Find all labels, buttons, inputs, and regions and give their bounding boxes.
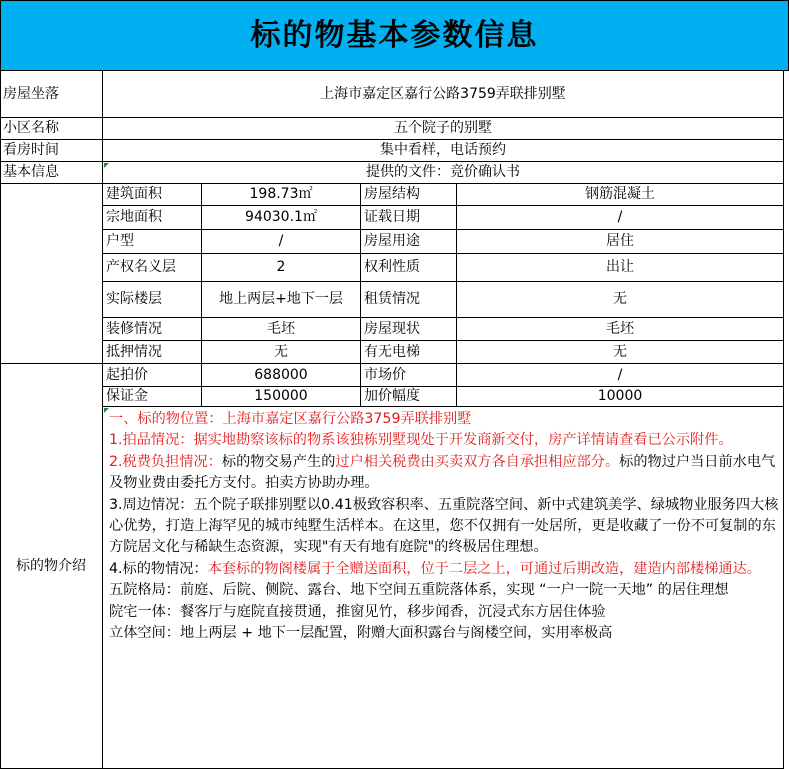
- param-value-2: /: [202, 230, 361, 254]
- cell-marker: [104, 163, 109, 168]
- param-label-4: 实际楼层: [103, 282, 202, 318]
- intro-tax: 2.税费负担情况：标的物交易产生的过户相关税费由买卖双方各自承担相应部分。标的物过户当日前水电气及物业费由委托方支付。拍卖方协助办理。: [109, 453, 776, 492]
- param-value-6: 无: [457, 341, 784, 364]
- param-label-0: 建筑面积: [103, 184, 202, 206]
- param-label-0: 房屋结构: [361, 184, 457, 206]
- param-value-1: 94030.1㎡: [202, 206, 361, 230]
- param-value-2: 居住: [457, 230, 784, 254]
- param-label-6: 有无电梯: [361, 341, 457, 364]
- param-value-5: 毛坯: [457, 318, 784, 341]
- param-value-4: 地上两层+地下一层: [202, 282, 361, 318]
- param-label-7: 起拍价: [103, 364, 202, 387]
- param-label-2: 房屋用途: [361, 230, 457, 254]
- param-value-5: 毛坯: [202, 318, 361, 341]
- community-value: 五个院子的别墅: [103, 118, 784, 140]
- param-label-7: 市场价: [361, 364, 457, 387]
- param-label-2: 户型: [103, 230, 202, 254]
- param-value-3: 出让: [457, 254, 784, 282]
- intro-location: 一、标的物位置：上海市嘉定区嘉行公路3759弄联排别墅: [109, 411, 472, 427]
- basic-info-value: 提供的文件：竞价确认书: [103, 162, 784, 184]
- viewing-value: 集中看样，电话预约: [103, 140, 784, 162]
- intro-label: 标的物介绍: [0, 364, 103, 769]
- param-value-0: 198.73㎡: [202, 184, 361, 206]
- intro-courtyard-layout: 五院格局：前庭、后院、侧院、露台、地下空间五重院落体系，实现 “一户一院一天地” 的居住理想: [109, 582, 729, 599]
- community-label: 小区名称: [0, 118, 103, 140]
- param-value-8: 10000: [457, 387, 784, 407]
- intro-surroundings: 3.周边情况：五个院子联排别墅以0.41极致容积率、五重院落空间、新中式建筑美学、绿城物业服务四大核心优势，打造上海罕见的城市纯墅生活样本。在这里，您不仅拥有一处居所，更是收藏了一份不可复制的东方院居文化与稀缺生态资源，实现"有天有地有庭院"的终极居住理想。: [109, 496, 779, 556]
- param-label-4: 租赁情况: [361, 282, 457, 318]
- param-label-8: 加价幅度: [361, 387, 457, 407]
- location-value: 上海市嘉定区嘉行公路3759弄联排别墅: [103, 71, 784, 118]
- intro-lot-status: 1.拍品情况：据实地勘察该标的物系该独栋别墅现处于开发商新交付，房产详情请查看已公示附件。: [109, 432, 733, 449]
- param-label-5: 房屋现状: [361, 318, 457, 341]
- param-value-4: 无: [457, 282, 784, 318]
- param-label-3: 产权名义层: [103, 254, 202, 282]
- param-label-8: 保证金: [103, 387, 202, 407]
- blank-cell: [0, 184, 103, 364]
- param-value-6: 无: [202, 341, 361, 364]
- param-label-3: 权利性质: [361, 254, 457, 282]
- location-label: 房屋坐落: [0, 71, 103, 118]
- intro-space: 立体空间：地上两层 + 地下一层配置，附赠大面积露台与阁楼空间，实用率极高: [109, 625, 613, 642]
- param-value-7: 688000: [202, 364, 361, 387]
- intro-house-garden: 院宅一体：餐客厅与庭院直接贯通，推窗见竹，移步闻香，沉浸式东方居住体验: [109, 603, 606, 620]
- param-label-5: 装修情况: [103, 318, 202, 341]
- intro-property-status: 4.标的物情况：本套标的物阁楼属于全赠送面积，位于二层之上，可通过后期改造，建造内部楼梯通达。: [109, 560, 761, 577]
- param-label-1: 证载日期: [361, 206, 457, 230]
- param-value-8: 150000: [202, 387, 361, 407]
- sheet-title: 标的物基本参数信息: [0, 0, 789, 71]
- viewing-label: 看房时间: [0, 140, 103, 162]
- param-value-1: /: [457, 206, 784, 230]
- intro-text: [103, 407, 784, 769]
- basic-info-label: 基本信息: [0, 162, 103, 184]
- param-value-7: /: [457, 364, 784, 387]
- param-value-3: 2: [202, 254, 361, 282]
- param-label-1: 宗地面积: [103, 206, 202, 230]
- cell-marker: [104, 408, 109, 413]
- param-label-6: 抵押情况: [103, 341, 202, 364]
- param-value-0: 钢筋混凝土: [457, 184, 784, 206]
